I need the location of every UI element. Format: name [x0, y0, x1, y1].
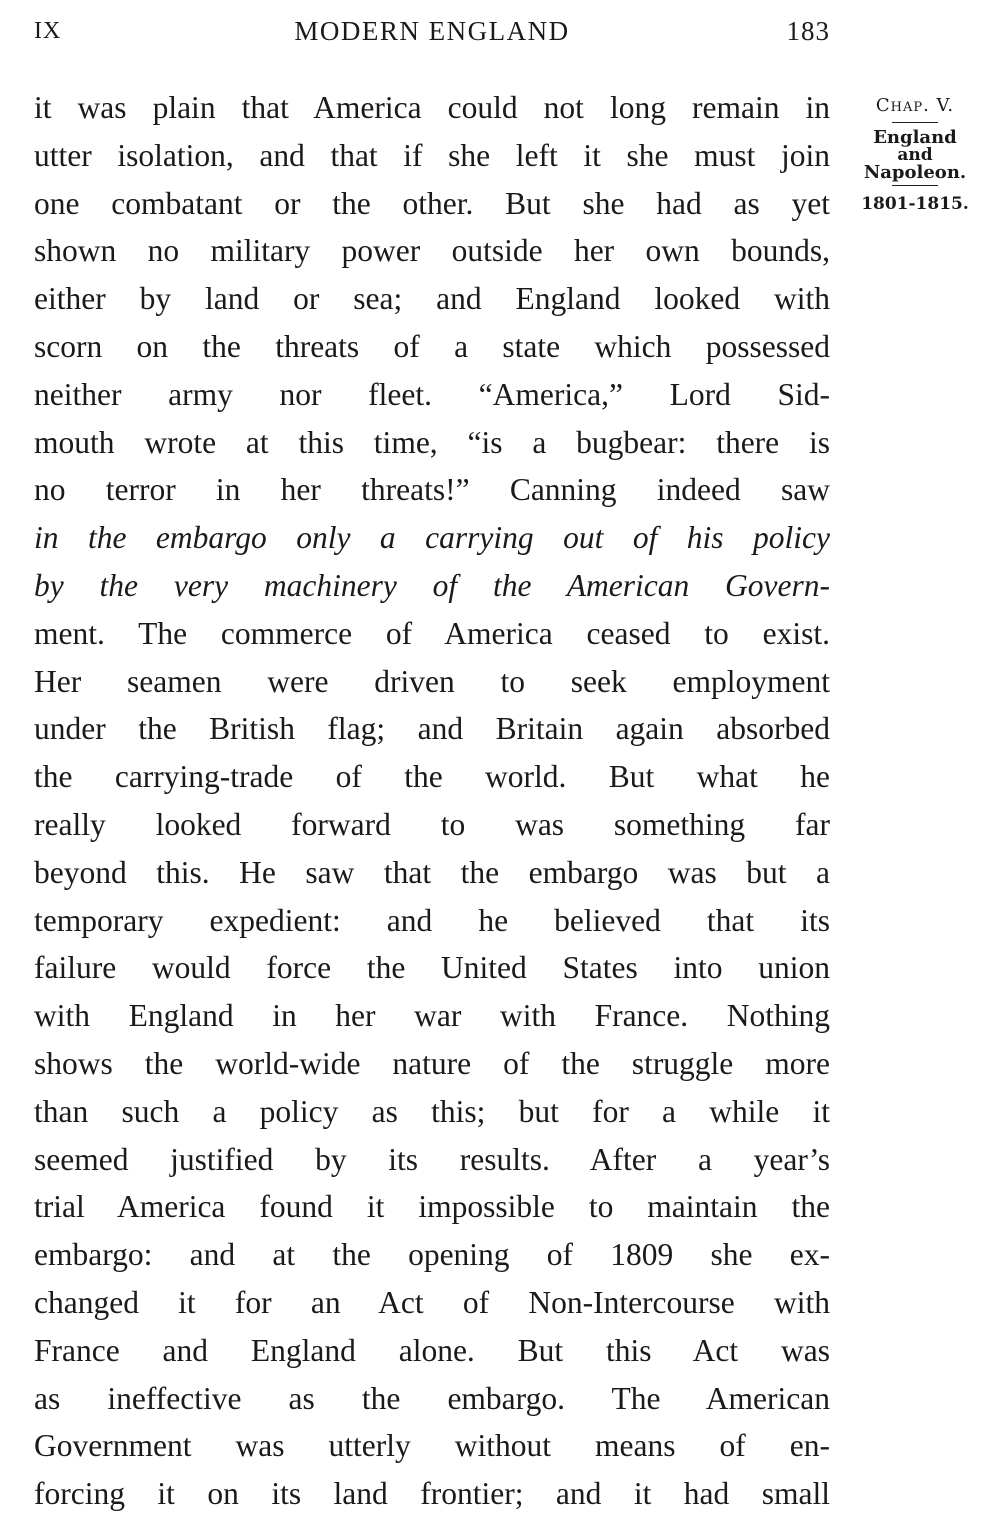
text-line: than such a policy as this; but for a while it	[34, 1093, 830, 1129]
margin-note-topic-line1: England	[873, 127, 957, 148]
running-head	[34, 14, 830, 54]
text-line: ment. The commerce of America ceased to exist.	[34, 615, 830, 651]
text-line: really looked forward to was something far	[34, 806, 830, 842]
text-line: it was plain that America could not long remain in	[34, 90, 830, 125]
text-line: utter isolation, and that if she left it she must join	[34, 137, 830, 173]
text-line: temporary expedient: and he believed that its	[34, 902, 830, 938]
margin-note-topic-line2: Napoleon.	[863, 162, 967, 183]
margin-note-topic-and: and	[897, 145, 933, 165]
margin-note	[848, 92, 982, 216]
text-line: mouth wrote at this time, “is a bugbear: there is	[34, 424, 830, 460]
text-line: failure would force the United States into union	[34, 950, 830, 986]
text-line: shows the world-wide nature of the struggle more	[34, 1045, 830, 1081]
text-line: as ineffective as the embargo. The American	[34, 1380, 830, 1416]
margin-note-rule	[892, 122, 938, 123]
body-text	[34, 84, 830, 1518]
running-title: MODERN ENGLAND	[294, 16, 570, 46]
text-line: changed it for an Act of Non-Intercourse with	[34, 1284, 830, 1320]
text-line: either by land or sea; and England looked with	[34, 281, 830, 317]
chapter-numeral: IX	[34, 18, 62, 44]
text-line: neither army nor fleet. “America,” Lord Sid-	[34, 376, 830, 412]
margin-note-chapter: Chap. V.	[875, 95, 955, 116]
text-line: with England in her war with France. Nothing	[34, 998, 830, 1034]
text-line: the carrying-trade of the world. But what he	[34, 759, 830, 795]
text-line: in the embargo only a carrying out of his policy	[34, 520, 830, 556]
text-line: France and England alone. But this Act was	[34, 1332, 830, 1368]
page-number: 183	[786, 16, 830, 46]
text-line: one combatant or the other. But she had as yet	[34, 185, 830, 221]
text-line: forcing it on its land frontier; and it had small	[34, 1476, 830, 1512]
text-line: seemed justified by its results. After a year’s	[34, 1141, 830, 1177]
text-line: no terror in her threats!” Canning indeed saw	[34, 472, 830, 508]
text-line: beyond this. He saw that the embargo was but a	[34, 854, 830, 890]
margin-note-rule-2	[892, 185, 938, 186]
text-line: Her seamen were driven to seek employment	[34, 663, 830, 699]
text-line: by the very machinery of the American Govern-	[34, 567, 830, 603]
text-line: shown no military power outside her own bounds,	[34, 233, 830, 269]
text-line: embargo: and at the opening of 1809 she ex-	[34, 1237, 830, 1273]
text-line: scorn on the threats of a state which possessed	[34, 328, 830, 364]
text-line: trial America found it impossible to maintain the	[34, 1189, 830, 1225]
text-line: under the British flag; and Britain again absorbed	[34, 711, 830, 747]
text-line: Government was utterly without means of en-	[34, 1428, 830, 1464]
margin-note-dates: 1801-1815.	[861, 194, 969, 214]
